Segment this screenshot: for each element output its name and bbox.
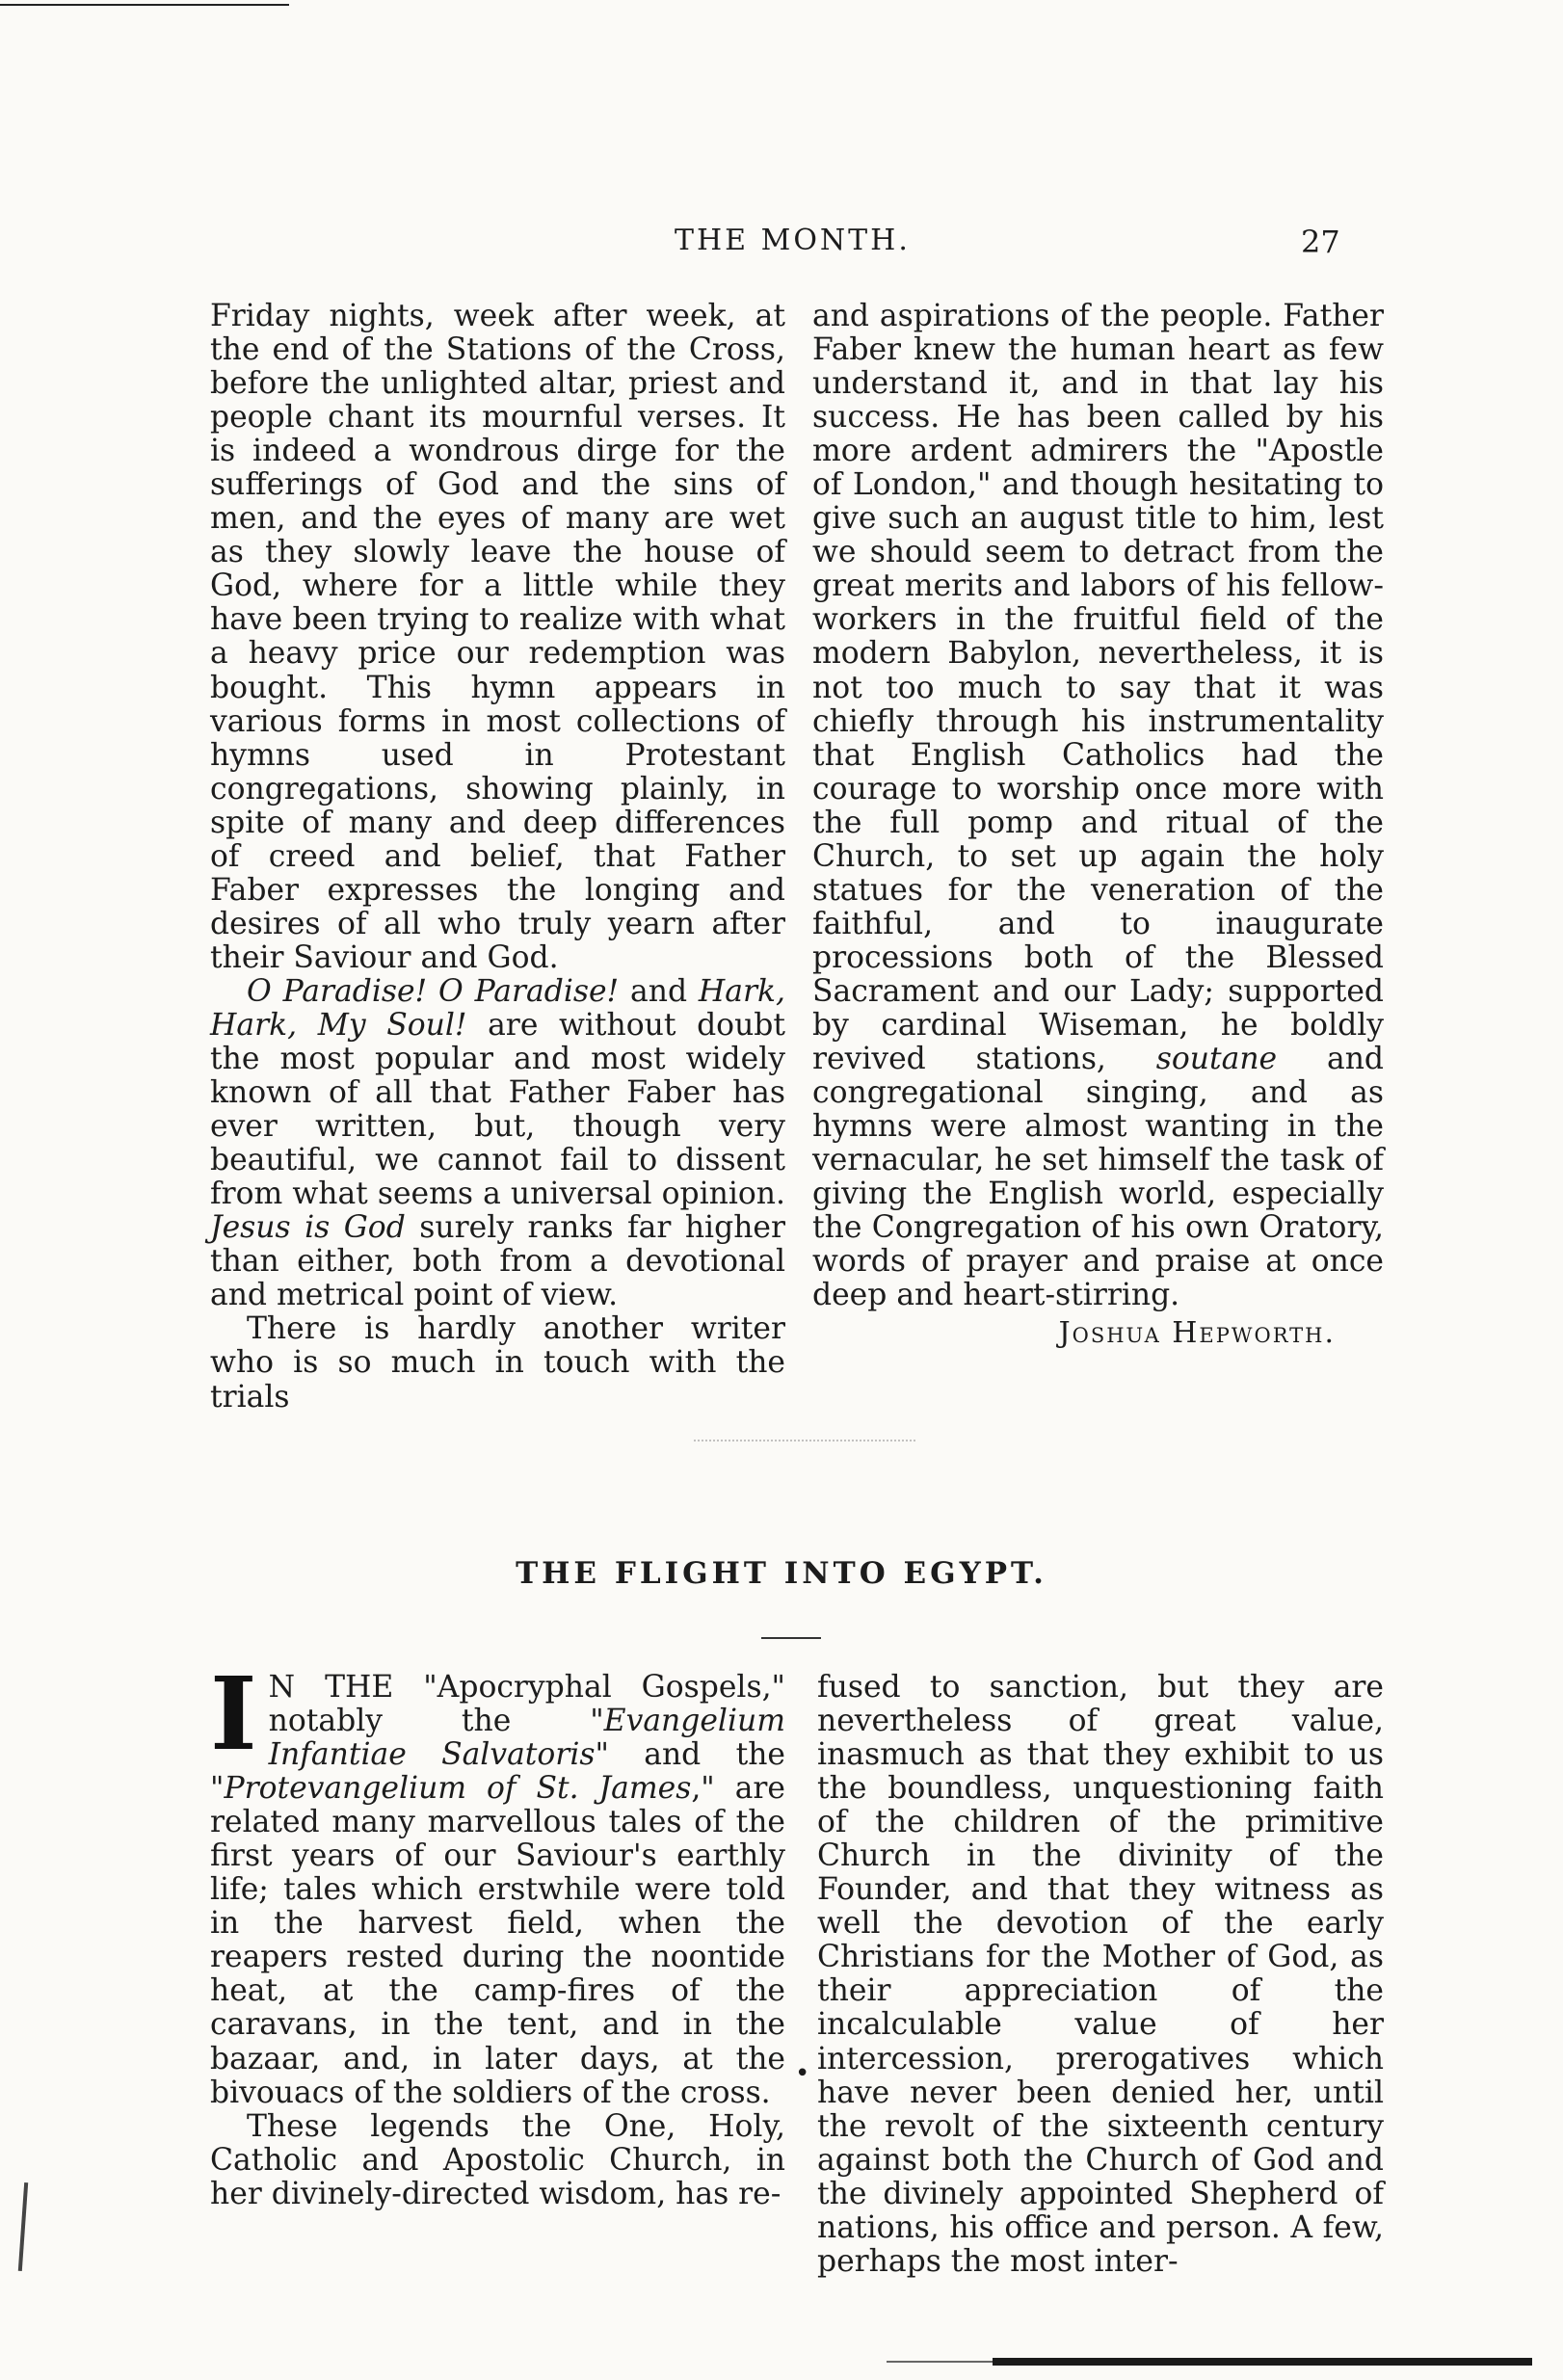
page-number: 27 bbox=[1301, 224, 1340, 260]
margin-mark bbox=[18, 2182, 28, 2271]
title-rule bbox=[761, 1637, 821, 1639]
author-signature: Joshua Hepworth. bbox=[1058, 1316, 1336, 1351]
section-divider bbox=[694, 1440, 915, 1455]
paragraph: These legends the One, Holy, Catholic and Apostolic Church, in her divinely-directed wisdom, has re- bbox=[210, 2108, 785, 2211]
article-right-column bbox=[817, 1671, 1384, 2279]
hymn-title: Hark, Hark, My Soul! bbox=[210, 973, 785, 1043]
paragraph: and aspirations of the people. Father Faber knew the human heart as few understand it, and in that lay his success. He has been called by his more ardent admirers the "Apostle of London," and though hesitating to give such an august title to him, lest we should seem to detract from the great merits and labors of his fellow-workers in the fruitful field of the modern Babylon, nevertheless, it is not too much to say that it was chiefly through his instrumentality that English Catholics had the courage to worship once more with the full pomp and ritual of the Church, to set up again the holy statues for the veneration of the faithful, and to inaugurate processions both of the Blessed Sacrament and our Lady; supported by cardinal Wiseman, he boldly revived stations, soutane and congregational singing, and as hymns were almost wanting in the vernacular, he set himself the task of giving the English world, especially the Congregation of his own Oratory, words of prayer and praise at once deep and heart-stirring. bbox=[812, 299, 1384, 1313]
bottom-rule-thin bbox=[887, 2361, 993, 2363]
paragraph: There is hardly another writer who is so much in touch with the trials bbox=[210, 1311, 785, 1415]
running-title: THE MONTH. bbox=[675, 224, 911, 257]
paragraph: Friday nights, week after week, at the end of the Stations of the Cross, before the unlighted altar, priest and people chant its mournful verses. It is indeed a wondrous dirge for the sufferings of God and the sins of men, and the eyes of many are wet as they slowly leave the house of God, where for a little while they have been trying to realize with what a heavy price our redemption was bought. This hymn appears in various forms in most collections of hymns used in Protestant congregations, showing plainly, in spite of many and deep differences of creed and belief, that Father Faber expresses the longing and desires of all who truly yearn after their Saviour and God. bbox=[210, 299, 785, 975]
top-rule bbox=[0, 4, 289, 6]
previous-article-right-column bbox=[812, 300, 1384, 1350]
article-title: THE FLIGHT INTO EGYPT. bbox=[516, 1556, 1047, 1591]
paragraph: O Paradise! O Paradise! and Hark, Hark, My Soul! are without doubt the most popular and most widely known of all that Father Faber has ever written, but, though very beautiful, we cannot fail to dissent from what seems a universal opinion. Jesus is God surely ranks far higher than either, both from a devotional and metrical point of view. bbox=[210, 973, 786, 1313]
previous-article-left-column bbox=[210, 300, 785, 1415]
paragraph: I N THE "Apocryphal Gospels," notably the "Evangelium Infantiae Salvatoris" and the "Protevangelium of St. James," are related many marvellous tales of the first years of our Saviour's earthly life; tales which erstwhile were told in the harvest field, when the reapers rested during the noontide heat, at the camp-fires of the caravans, in the tent, and in the bazaar, and, in later days, at the bivouacs of the soldiers of the cross. bbox=[210, 1654, 785, 2110]
paragraph: fused to sanction, but they are nevertheless of great value, inasmuch as that they exhibit to us the boundless, unquestioning faith of the children of the primitive Church in the divinity of the Founder, and that they witness as well the devotion of the early Christians for the Mother of God, as their appreciation of the incalculable value of her intercession, prerogatives which have never been denied her, until the revolt of the sixteenth century against both the Church of God and the divinely appointed Shepherd of nations, his office and person. A few, perhaps the most inter- bbox=[817, 1670, 1384, 2279]
hymn-title: O Paradise! O Paradise! bbox=[247, 973, 620, 1009]
hymn-title: Jesus is God bbox=[210, 1210, 406, 1246]
drop-cap: I bbox=[210, 1654, 257, 1773]
margin-bullet: • bbox=[795, 2059, 810, 2088]
page-header bbox=[0, 224, 1563, 262]
bottom-rule bbox=[993, 2358, 1532, 2366]
article-left-column bbox=[210, 1654, 785, 2211]
italic-word: soutane bbox=[1155, 1042, 1278, 1077]
